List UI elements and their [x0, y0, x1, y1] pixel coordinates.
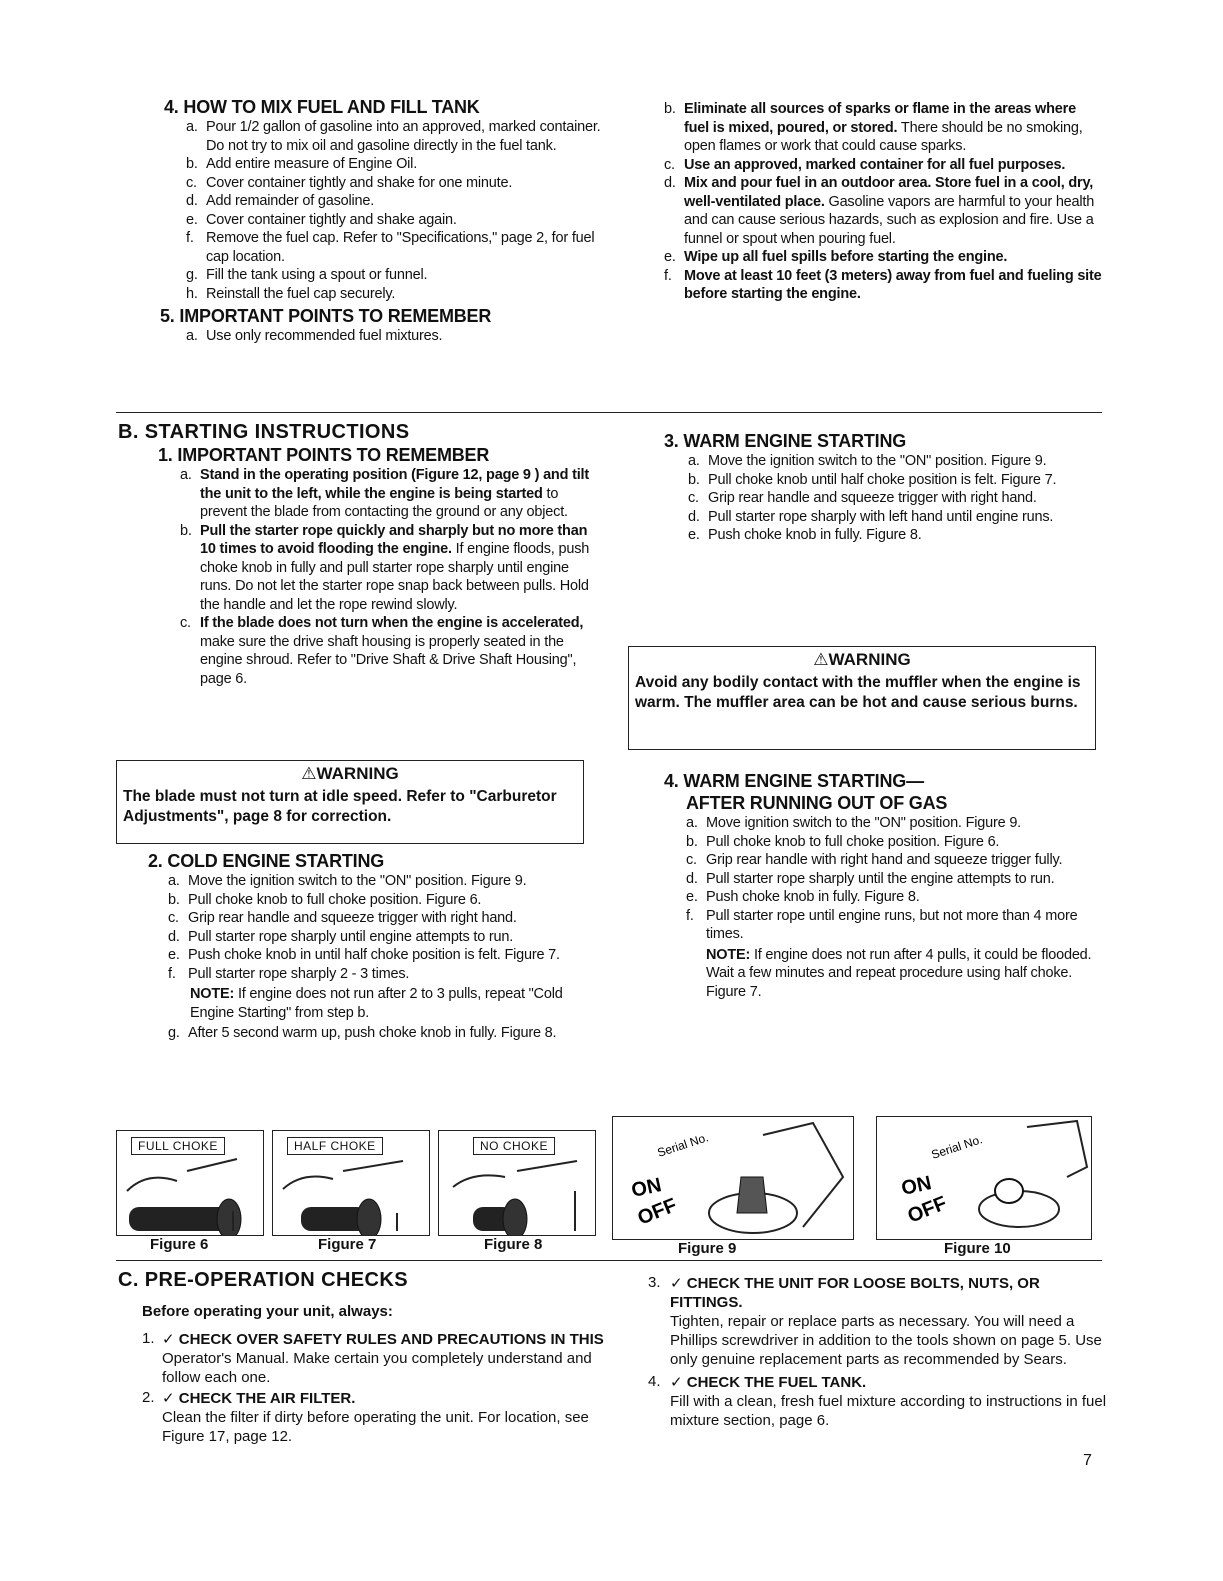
cold-engine-note: NOTE: If engine does not run after 2 to 3 pulls, repeat "Cold Engine Starting" from step b.	[190, 986, 563, 1021]
list-item: f. Pull starter rope sharply 2 - 3 times.	[168, 965, 410, 982]
important-points-steps	[186, 327, 608, 346]
list-item: f. Move at least 10 feet (3 meters) away from fuel and fueling site before starting the engine.	[664, 267, 1102, 302]
warning-box-muffler	[628, 646, 1096, 750]
off-label: OFF	[904, 1192, 950, 1228]
list-item: f. Pull starter rope until engine runs, but not more than 4 more times.	[686, 907, 1078, 942]
list-item: a. Stand in the operating position (Figure 12, page 9 ) and tilt the unit to the left, while the engine is being started to prevent the blade from contacting the ground or any object.	[180, 467, 589, 520]
section-heading-points-remember: 1. IMPORTANT POINTS TO REMEMBER	[158, 445, 490, 465]
list-item: a. Use only recommended fuel mixtures.	[186, 328, 443, 344]
figure-8-no-choke	[438, 1130, 596, 1236]
list-item: c. Grip rear handle and squeeze trigger with right hand.	[688, 490, 1037, 506]
warning-title: WARNING	[316, 764, 399, 783]
pre-operation-intro: Before operating your unit, always:	[142, 1303, 393, 1320]
list-item: d. Pull starter rope sharply until the engine attempts to run.	[686, 870, 1055, 887]
list-item: e. Push choke knob in fully. Figure 8.	[688, 527, 922, 543]
warm-engine-steps	[688, 452, 1104, 545]
serial-label: Serial No.	[929, 1132, 985, 1162]
list-item: d. Mix and pour fuel in an outdoor area. Store fuel in a cool, dry, well-ventilated place. Gasoline vapors are harmful to your health and can cause serious hazards, such as explosion and fire. Use a funnel or spout when pouring fuel.	[664, 175, 1095, 247]
figure-10-ignition-switch	[876, 1116, 1092, 1240]
warning-icon: ⚠	[301, 764, 317, 783]
fuel-safety-steps	[664, 100, 1104, 304]
section-divider	[116, 1260, 1102, 1261]
starting-instructions-section	[118, 420, 608, 688]
figure-7-half-choke	[272, 1130, 430, 1236]
list-item: b. Pull choke knob to full choke position. Figure 6.	[686, 833, 1000, 850]
list-item: d. Add remainder of gasoline.	[186, 193, 375, 209]
ignition-switch-icon	[613, 1117, 853, 1239]
figure-10-caption: Figure 10	[944, 1240, 1011, 1257]
warning-box-blade	[116, 760, 584, 844]
points-remember-steps	[180, 466, 590, 688]
warning-text: Avoid any bodily contact with the muffler when the engine is warm. The muffler area can be hot and cause serious burns.	[635, 674, 1081, 711]
ignition-switch-icon	[877, 1117, 1091, 1239]
figure-9-ignition-switch	[612, 1116, 854, 1240]
warning-text: The blade must not turn at idle speed. Refer to "Carburetor Adjustments", page 8 for correction.	[123, 788, 557, 825]
check-item-3: 3. ✓ CHECK THE UNIT FOR LOOSE BOLTS, NUTS, OR FITTINGS. Tighten, repair or replace parts as necessary. You will need a Phillips screwdriver in addition to the tools shown on page 5. Use only genuine replacement parts as recommended by Sears.	[648, 1274, 1102, 1368]
figure-8-caption: Figure 8	[484, 1236, 543, 1253]
section-divider	[116, 412, 1102, 413]
out-of-gas-section	[664, 770, 1104, 1003]
list-item: e. Cover container tightly and shake again.	[186, 211, 457, 228]
list-item: c. Grip rear handle and squeeze trigger with right hand.	[168, 910, 517, 926]
cold-engine-section	[140, 850, 590, 1043]
section-heading-out-of-gas-1: 4. WARM ENGINE STARTING—	[664, 771, 924, 791]
list-item: b. Pull the starter rope quickly and sharply but no more than 10 times to avoid flooding the engine. If engine floods, push choke knob in fully and pull starter rope sharply until engine runs. Do not let the starter rope snap back between pulls. Hold the handle and let the rope rewind slowly.	[180, 522, 590, 613]
list-item: f. Remove the fuel cap. Refer to "Specifications," page 2, for fuel cap location.	[186, 230, 595, 265]
check-item-2: 2. ✓ CHECK THE AIR FILTER. Clean the filter if dirty before operating the unit. For location, see Figure 17, page 12.	[142, 1389, 589, 1445]
list-item: b. Eliminate all sources of sparks or flame in the areas where fuel is mixed, poured, or stored. There should be no smoking, open flames or work that could cause sparks.	[664, 101, 1083, 154]
fuel-safety-section	[664, 100, 1104, 304]
list-item: c. If the blade does not turn when the engine is accelerated, make sure the drive shaft housing is properly seated in the engine shroud. Refer to "Drive Shaft & Drive Shaft Housing", page 6.	[180, 615, 584, 687]
list-item: a. Move ignition switch to the "ON" position. Figure 9.	[686, 815, 1022, 831]
choke-label: FULL CHOKE	[131, 1137, 225, 1155]
checkmark-icon: ✓	[162, 1390, 175, 1407]
fuel-mixing-section	[118, 96, 608, 346]
figure-9-caption: Figure 9	[678, 1240, 737, 1257]
check-item-1: 1. ✓ CHECK OVER SAFETY RULES AND PRECAUTIONS IN THIS Operator's Manual. Make certain you completely understand and follow each one.	[142, 1330, 604, 1386]
list-item: b. Pull choke knob to full choke position. Figure 6.	[168, 891, 482, 908]
out-of-gas-note: NOTE: If engine does not run after 4 pulls, it could be flooded. Wait a few minutes and repeat procedure using half choke. Figure 7.	[706, 946, 1092, 1000]
list-item: g. After 5 second warm up, push choke knob in fully. Figure 8.	[168, 1025, 557, 1041]
warning-title: WARNING	[828, 650, 911, 669]
checkmark-icon: ✓	[670, 1374, 683, 1391]
section-heading-warm-engine: 3. WARM ENGINE STARTING	[664, 431, 907, 451]
section-title-pre-operation: C. PRE-OPERATION CHECKS	[118, 1269, 408, 1291]
on-label: ON	[629, 1174, 664, 1202]
list-item: c. Cover container tightly and shake for one minute.	[186, 174, 513, 191]
warning-icon: ⚠	[813, 650, 829, 669]
check-item-4: 4. ✓ CHECK THE FUEL TANK. Fill with a clean, fresh fuel mixture according to instructions in fuel mixture section, page 6.	[648, 1373, 1107, 1429]
section-heading-out-of-gas-2: AFTER RUNNING OUT OF GAS	[686, 793, 948, 813]
list-item: a. Move the ignition switch to the "ON" position. Figure 9.	[688, 453, 1047, 469]
list-item: a. Pour 1/2 gallon of gasoline into an approved, marked container. Do not try to mix oil and gasoline directly in the fuel tank.	[186, 119, 601, 154]
list-item: g. Fill the tank using a spout or funnel.	[186, 267, 428, 283]
list-item: a. Move the ignition switch to the "ON" position. Figure 9.	[168, 873, 527, 889]
serial-label: Serial No.	[655, 1130, 711, 1160]
on-label: ON	[899, 1172, 934, 1200]
cold-engine-steps	[168, 872, 590, 983]
list-item: d. Pull starter rope sharply until engine attempts to run.	[168, 928, 514, 945]
pre-operation-checks-right	[648, 1274, 1108, 1430]
warm-engine-section	[664, 430, 1104, 545]
figure-7-caption: Figure 7	[318, 1236, 377, 1253]
list-item: d. Pull starter rope sharply with left hand until engine runs.	[688, 508, 1054, 525]
figure-6-caption: Figure 6	[150, 1236, 209, 1253]
out-of-gas-steps	[686, 814, 1104, 944]
checkmark-icon: ✓	[162, 1331, 175, 1348]
figure-6-full-choke	[116, 1130, 264, 1236]
page-number: 7	[1083, 1452, 1092, 1469]
section-heading-important-points: 5. IMPORTANT POINTS TO REMEMBER	[160, 306, 492, 326]
list-item: b. Pull choke knob until half choke position is felt. Figure 7.	[688, 471, 1057, 488]
section-title-starting: B. STARTING INSTRUCTIONS	[118, 421, 410, 443]
choke-label: HALF CHOKE	[287, 1137, 383, 1155]
list-item: c. Grip rear handle with right hand and squeeze trigger fully.	[686, 852, 1063, 868]
list-item: h. Reinstall the fuel cap securely.	[186, 285, 396, 302]
off-label: OFF	[634, 1194, 680, 1230]
choke-label: NO CHOKE	[473, 1137, 555, 1155]
mix-fuel-steps	[186, 118, 608, 303]
section-heading-mix-fuel: 4. HOW TO MIX FUEL AND FILL TANK	[164, 97, 480, 117]
cold-engine-step-g	[168, 1024, 590, 1043]
list-item: e. Push choke knob in until half choke position is felt. Figure 7.	[168, 947, 560, 963]
checkmark-icon: ✓	[670, 1275, 683, 1292]
list-item: e. Push choke knob in fully. Figure 8.	[686, 889, 920, 905]
section-heading-cold-engine: 2. COLD ENGINE STARTING	[148, 851, 385, 871]
list-item: e. Wipe up all fuel spills before starting the engine.	[664, 249, 1008, 265]
list-item: c. Use an approved, marked container for all fuel purposes.	[664, 156, 1066, 173]
pre-operation-checks-section	[118, 1268, 608, 1446]
list-item: b. Add entire measure of Engine Oil.	[186, 156, 418, 172]
